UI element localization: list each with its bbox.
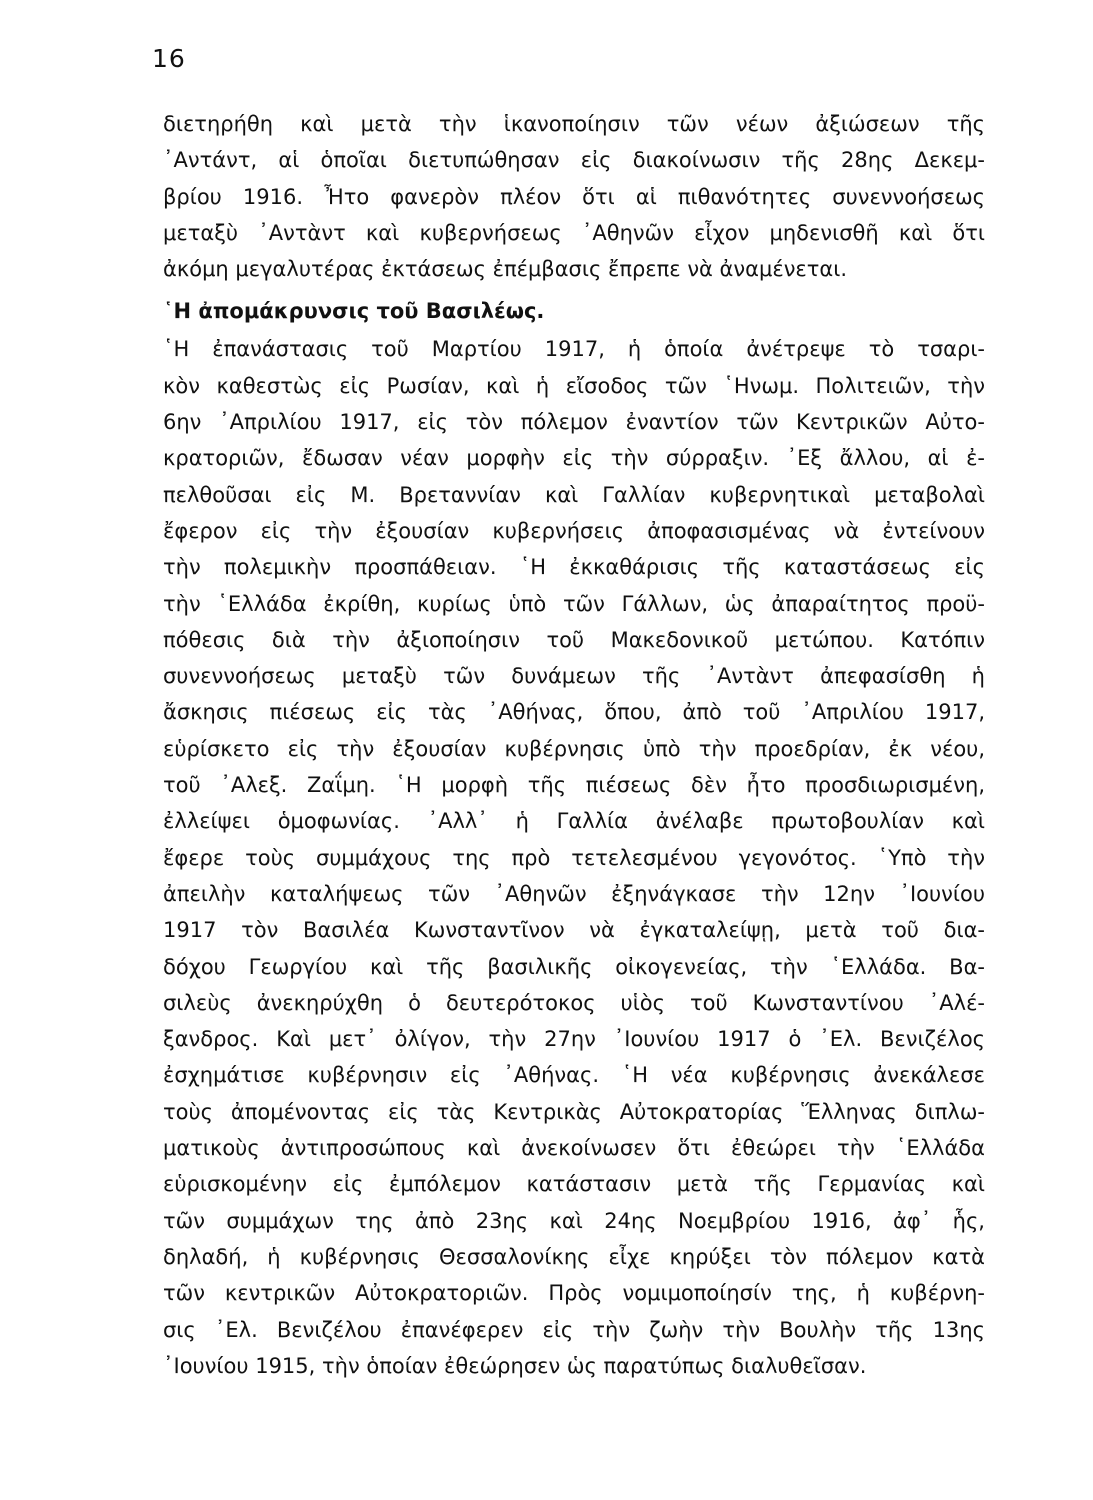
section-heading: ῾Η ἀπομάκρυνσις τοῦ Βασιλέως. [163,299,545,324]
text-line: ῾Η ἐπανάστασις τοῦ Μαρτίου 1917, ἡ ὁποία ἀνέτρεψε τὸ τσαρι- [163,337,985,362]
text-line: κρατοριῶν, ἔδωσαν νέαν μορφὴν εἰς τὴν σύρραξιν. ᾿Εξ ἄλλου, αἱ ἐ- [163,446,985,471]
text-line: μεταξὺ ᾿Αντὰντ καὶ κυβερνήσεως ᾿Αθηνῶν εἶχον μηδενισθῆ καὶ ὅτι [163,220,985,245]
text-line: δόχου Γεωργίου καὶ τῆς βασιλικῆς οἰκογενείας, τὴν ῾Ελλάδα. Βα- [163,954,985,979]
text-line: 1917 τὸν Βασιλέα Κωνσταντῖνον νὰ ἐγκαταλείψῃ, μετὰ τοῦ δια- [163,918,985,943]
text-line: τὴν πολεμικὴν προσπάθειαν. ῾Η ἐκκαθάρισις τῆς καταστάσεως εἰς [163,555,985,580]
page-number: 16 [152,44,186,73]
text-line: ἔφερον εἰς τὴν ἐξουσίαν κυβερνήσεις ἀποφασισμένας νὰ ἐντείνουν [163,518,985,543]
paragraph-intro [163,106,985,287]
text-line: τοῦ ᾿Αλεξ. Ζαΐμη. ῾Η μορφὴ τῆς πιέσεως δὲν ἦτο προσδιωρισμένη, [163,773,985,798]
text-line: ἄσκησις πιέσεως εἰς τὰς ᾿Αθήνας, ὅπου, ἀπὸ τοῦ ᾿Απριλίου 1917, [163,700,985,725]
text-line: ματικοὺς ἀντιπροσώπους καὶ ἀνεκοίνωσεν ὅτι ἐθεώρει τὴν ῾Ελλάδα [163,1136,985,1161]
text-line: ᾿Ιουνίου 1915, τὴν ὁποίαν ἐθεώρησεν ὡς παρατύπως διαλυθεῖσαν. [163,1353,867,1378]
text-line: ἐλλείψει ὁμοφωνίας. ᾿Αλλ᾿ ἡ Γαλλία ἀνέλαβε πρωτοβουλίαν καὶ [163,809,985,834]
text-line: δηλαδή, ἡ κυβέρνησις Θεσσαλονίκης εἶχε κηρύξει τὸν πόλεμον κατὰ [163,1244,985,1269]
text-line: ᾿Αντάντ, αἱ ὁποῖαι διετυπώθησαν εἰς διακοίνωσιν τῆς 28ης Δεκεμ- [163,148,985,173]
text-line: ἀκόμη μεγαλυτέρας ἐκτάσεως ἐπέμβασις ἔπρεπε νὰ ἀναμένεται. [163,257,848,282]
text-line: ἀπειλὴν καταλήψεως τῶν ᾿Αθηνῶν ἐξηνάγκασε τὴν 12ην ᾿Ιουνίου [163,881,985,906]
text-line: πόθεσις διὰ τὴν ἀξιοποίησιν τοῦ Μακεδονικοῦ μετώπου. Κατόπιν [163,627,985,652]
text-line: τῶν κεντρικῶν Αὐτοκρατοριῶν. Πρὸς νομιμοποίησίν της, ἡ κυβέρνη- [163,1281,985,1306]
text-line: εὑρίσκετο εἰς τὴν ἐξουσίαν κυβέρνησις ὑπὸ τὴν προεδρίαν, ἐκ νέου, [163,736,985,761]
text-line: τὴν ῾Ελλάδα ἐκρίθη, κυρίως ὑπὸ τῶν Γάλλων, ὡς ἀπαραίτητος προϋ- [163,591,985,616]
text-line: σιλεὺς ἀνεκηρύχθη ὁ δευτερότοκος υἱὸς τοῦ Κωνσταντίνου ᾿Αλέ- [163,990,985,1015]
text-line: συνεννοήσεως μεταξὺ τῶν δυνάμεων τῆς ᾿Αντὰντ ἀπεφασίσθη ἡ [163,664,985,689]
text-line: βρίου 1916. Ἦτο φανερὸν πλέον ὅτι αἱ πιθανότητες συνεννοήσεως [163,184,985,209]
text-line: ξανδρος. Καὶ μετ᾿ ὀλίγον, τὴν 27ην ᾿Ιουνίου 1917 ὁ ᾿Ελ. Βενιζέλος [163,1027,985,1052]
text-line: 6ην ᾿Απριλίου 1917, εἰς τὸν πόλεμον ἐναντίον τῶν Κεντρικῶν Αὐτο- [163,410,985,435]
text-line: ἐσχημάτισε κυβέρνησιν εἰς ᾿Αθήνας. ῾Η νέα κυβέρνησις ἀνεκάλεσε [163,1063,985,1088]
body-text [163,106,985,1384]
text-line: διετηρήθη καὶ μετὰ τὴν ἱκανοποίησιν τῶν νέων ἀξιώσεων τῆς [163,112,985,136]
text-line: σις ᾿Ελ. Βενιζέλου ἐπανέφερεν εἰς τὴν ζωὴν τὴν Βουλὴν τῆς 13ης [163,1317,985,1342]
text-line: εὑρισκομένην εἰς ἐμπόλεμον κατάστασιν μετὰ τῆς Γερμανίας καὶ [163,1172,985,1197]
text-line: κὸν καθεστὼς εἰς Ρωσίαν, καὶ ἡ εἴσοδος τῶν ῾Ηνωμ. Πολιτειῶν, τὴν [163,373,985,398]
text-line: πελθοῦσαι εἰς Μ. Βρεταννίαν καὶ Γαλλίαν κυβερνητικαὶ μεταβολαὶ [163,482,985,507]
text-line: τῶν συμμάχων της ἀπὸ 23ης καὶ 24ης Νοεμβρίου 1916, ἀφ᾿ ἧς, [163,1208,985,1233]
text-line: τοὺς ἀπομένοντας εἰς τὰς Κεντρικὰς Αὐτοκρατορίας Ἕλληνας διπλω- [163,1099,985,1124]
text-line: ἔφερε τοὺς συμμάχους της πρὸ τετελεσμένου γεγονότος. ῾Υπὸ τὴν [163,845,985,870]
paragraph-main [163,331,985,1384]
